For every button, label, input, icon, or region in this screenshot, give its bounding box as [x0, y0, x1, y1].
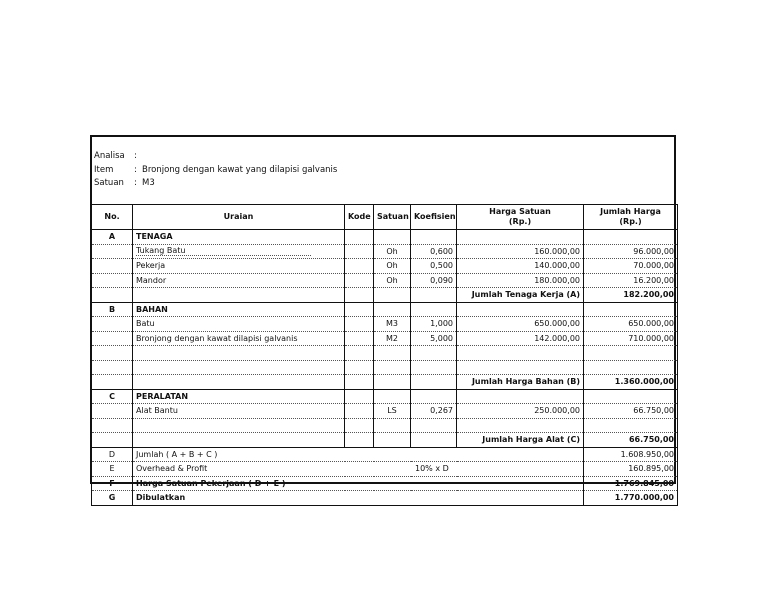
koef-cell: 5,000	[411, 331, 457, 346]
table-row	[92, 404, 678, 419]
empty-cell	[411, 418, 457, 433]
summary-extra: 10% x D	[415, 464, 449, 474]
jumlah-cell: 710.000,00	[584, 331, 678, 346]
harga-cell: 180.000,00	[457, 273, 584, 288]
empty-cell	[92, 331, 133, 346]
col-harga-satuan	[457, 205, 584, 230]
harga-cell: 250.000,00	[457, 404, 584, 419]
empty-cell	[345, 230, 374, 245]
empty-cell	[133, 418, 345, 433]
empty-cell	[92, 375, 133, 390]
empty-cell	[92, 360, 133, 375]
subtotal-row-alat	[92, 433, 678, 448]
kode-cell	[345, 404, 374, 419]
col-uraian: Uraian	[133, 205, 345, 230]
jumlah-harga-title: Jumlah Harga	[600, 207, 661, 216]
summary-label-text: Jumlah ( A + B + C )	[136, 449, 218, 459]
empty-cell	[374, 389, 411, 404]
satuan-value: M3	[142, 178, 155, 188]
table-row	[92, 273, 678, 288]
summary-label-text: Dibulatkan	[136, 493, 186, 503]
section-row-tenaga	[92, 230, 678, 245]
section-row-bahan	[92, 302, 678, 317]
subtotal-row-tenaga	[92, 288, 678, 303]
summary-no: G	[92, 491, 133, 506]
summary-label	[133, 447, 584, 462]
subtotal-label: Jumlah Harga Alat (C)	[457, 433, 584, 448]
summary-label	[133, 476, 584, 491]
uraian-text: Tukang Batu	[136, 246, 311, 256]
summary-label-text: Harga Satuan Pekerjaan ( D + E )	[136, 478, 286, 488]
empty-cell	[92, 346, 133, 361]
col-kode: Kode	[345, 205, 374, 230]
empty-cell	[374, 346, 411, 361]
koef-cell: 0,600	[411, 244, 457, 259]
empty-cell	[457, 302, 584, 317]
empty-cell	[133, 375, 345, 390]
koef-cell: 0,267	[411, 404, 457, 419]
section-no: A	[92, 230, 133, 245]
summary-label	[133, 491, 584, 506]
col-koefisien: Koefisien	[411, 205, 457, 230]
jumlah-cell: 66.750,00	[584, 404, 678, 419]
section-title: TENAGA	[133, 230, 345, 245]
summary-no: D	[92, 447, 133, 462]
empty-cell	[92, 404, 133, 419]
empty-cell	[584, 302, 678, 317]
jumlah-cell: 70.000,00	[584, 259, 678, 274]
colon: :	[134, 178, 137, 188]
empty-cell	[374, 288, 411, 303]
kode-cell	[345, 259, 374, 274]
section-row-alat	[92, 389, 678, 404]
harga-cell: 142.000,00	[457, 331, 584, 346]
empty-cell	[411, 288, 457, 303]
empty-cell	[457, 418, 584, 433]
empty-cell	[584, 389, 678, 404]
section-title: PERALATAN	[133, 389, 345, 404]
analisa-row	[94, 150, 337, 164]
summary-row-g	[92, 491, 678, 506]
uraian-cell	[133, 244, 345, 259]
empty-cell	[345, 302, 374, 317]
empty-cell	[411, 230, 457, 245]
summary-no: F	[92, 476, 133, 491]
table-row	[92, 259, 678, 274]
harga-satuan-unit: (Rp.)	[508, 217, 532, 226]
table-row	[92, 317, 678, 332]
koef-cell: 0,500	[411, 259, 457, 274]
harga-cell: 140.000,00	[457, 259, 584, 274]
summary-no: E	[92, 462, 133, 477]
summary-value: 160.895,00	[584, 462, 678, 477]
summary-value: 1.770.000,00	[584, 491, 678, 506]
empty-cell	[374, 433, 411, 448]
empty-cell	[133, 288, 345, 303]
empty-cell	[411, 302, 457, 317]
satuan-cell: Oh	[374, 259, 411, 274]
harga-cell: 650.000,00	[457, 317, 584, 332]
section-no: C	[92, 389, 133, 404]
harga-cell: 160.000,00	[457, 244, 584, 259]
kode-cell	[345, 317, 374, 332]
table-row-empty	[92, 360, 678, 375]
empty-cell	[457, 389, 584, 404]
table-header-row	[92, 205, 678, 230]
empty-cell	[92, 433, 133, 448]
subtotal-value: 66.750,00	[584, 433, 678, 448]
empty-cell	[584, 418, 678, 433]
empty-cell	[374, 418, 411, 433]
subtotal-label: Jumlah Tenaga Kerja (A)	[457, 288, 584, 303]
empty-cell	[411, 346, 457, 361]
harga-satuan-title: Harga Satuan	[489, 207, 551, 216]
jumlah-cell: 96.000,00	[584, 244, 678, 259]
item-row	[94, 164, 337, 178]
section-title: BAHAN	[133, 302, 345, 317]
summary-value: 1.769.845,00	[584, 476, 678, 491]
summary-row-e	[92, 462, 678, 477]
table-row-empty	[92, 346, 678, 361]
subtotal-value: 182.200,00	[584, 288, 678, 303]
empty-cell	[345, 288, 374, 303]
empty-cell	[345, 360, 374, 375]
jumlah-harga-unit: (Rp.)	[619, 217, 642, 226]
uraian-cell: Alat Bantu	[133, 404, 345, 419]
empty-cell	[374, 230, 411, 245]
empty-cell	[92, 259, 133, 274]
empty-cell	[457, 360, 584, 375]
empty-cell	[133, 360, 345, 375]
satuan-cell: M3	[374, 317, 411, 332]
analysis-table	[91, 204, 678, 506]
satuan-cell: M2	[374, 331, 411, 346]
kode-cell	[345, 244, 374, 259]
empty-cell	[411, 375, 457, 390]
col-no: No.	[92, 205, 133, 230]
empty-cell	[345, 389, 374, 404]
empty-cell	[92, 317, 133, 332]
satuan-cell: Oh	[374, 244, 411, 259]
summary-label	[133, 462, 584, 477]
empty-cell	[345, 418, 374, 433]
table-row	[92, 331, 678, 346]
table-row-empty	[92, 418, 678, 433]
jumlah-cell: 16.200,00	[584, 273, 678, 288]
empty-cell	[374, 375, 411, 390]
summary-label-text: Overhead & Profit	[136, 464, 208, 474]
empty-cell	[133, 433, 345, 448]
empty-cell	[345, 375, 374, 390]
item-value: Bronjong dengan kawat yang dilapisi galvanis	[142, 164, 338, 175]
empty-cell	[133, 346, 345, 361]
satuan-label: Satuan	[94, 178, 124, 188]
summary-row-f	[92, 476, 678, 491]
summary-value: 1.608.950,00	[584, 447, 678, 462]
satuan-cell: LS	[374, 404, 411, 419]
col-jumlah-harga	[584, 205, 678, 230]
uraian-cell: Batu	[133, 317, 345, 332]
kode-cell	[345, 331, 374, 346]
item-label: Item	[94, 164, 114, 175]
empty-cell	[457, 230, 584, 245]
empty-cell	[92, 244, 133, 259]
colon: :	[134, 151, 137, 161]
empty-cell	[345, 346, 374, 361]
empty-cell	[411, 389, 457, 404]
colon: :	[134, 164, 137, 175]
col-satuan: Satuan	[374, 205, 411, 230]
jumlah-cell: 650.000,00	[584, 317, 678, 332]
empty-cell	[92, 418, 133, 433]
empty-cell	[411, 433, 457, 448]
empty-cell	[584, 230, 678, 245]
subtotal-value: 1.360.000,00	[584, 375, 678, 390]
kode-cell	[345, 273, 374, 288]
empty-cell	[345, 433, 374, 448]
koef-cell: 0,090	[411, 273, 457, 288]
uraian-cell: Mandor	[133, 273, 345, 288]
empty-cell	[584, 360, 678, 375]
summary-row-d	[92, 447, 678, 462]
subtotal-row-bahan	[92, 375, 678, 390]
empty-cell	[374, 360, 411, 375]
uraian-cell: Bronjong dengan kawat dilapisi galvanis	[133, 331, 345, 346]
analisa-label: Analisa	[94, 151, 125, 161]
uraian-cell: Pekerja	[133, 259, 345, 274]
satuan-row	[94, 177, 337, 191]
empty-cell	[92, 273, 133, 288]
koef-cell: 1,000	[411, 317, 457, 332]
sheet-header	[94, 150, 337, 191]
subtotal-label: Jumlah Harga Bahan (B)	[457, 375, 584, 390]
analysis-sheet	[90, 135, 676, 503]
empty-cell	[92, 288, 133, 303]
empty-cell	[374, 302, 411, 317]
table-row	[92, 244, 678, 259]
section-no: B	[92, 302, 133, 317]
empty-cell	[457, 346, 584, 361]
empty-cell	[411, 360, 457, 375]
empty-cell	[584, 346, 678, 361]
satuan-cell: Oh	[374, 273, 411, 288]
